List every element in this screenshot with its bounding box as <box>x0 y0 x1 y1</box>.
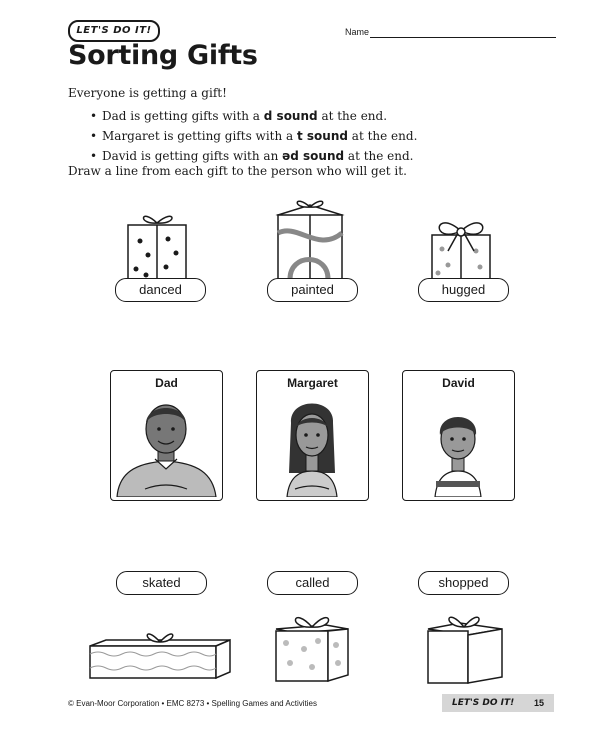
intro-text: Everyone is getting a gift! <box>68 86 227 100</box>
copyright-text: © Evan-Moor Corporation • EMC 8273 • Spelling Games and Activities <box>68 699 317 708</box>
name-label: Name <box>345 27 370 37</box>
gift-long-box-icon <box>86 616 234 682</box>
rule-dad: • Dad is getting gifts with a d sound at the end. <box>90 106 417 126</box>
sound-rules-list <box>90 106 417 166</box>
word-label-painted: painted <box>267 278 358 302</box>
footer-badge-bar <box>442 694 554 712</box>
person-name-dad: Dad <box>155 376 178 390</box>
name-line <box>370 37 556 38</box>
page-title: Sorting Gifts <box>68 40 258 71</box>
margaret-portrait-icon <box>261 393 364 497</box>
word-label-hugged: hugged <box>418 278 509 302</box>
gift-plain-box-icon <box>426 601 504 685</box>
gift-polka-dot-icon <box>120 203 196 281</box>
word-label-danced: danced <box>115 278 206 302</box>
rule-margaret: • Margaret is getting gifts with a t sound at the end. <box>90 126 417 146</box>
person-card-margaret <box>256 370 369 501</box>
gift-striped-icon <box>268 193 352 281</box>
dad-portrait-icon <box>115 393 218 497</box>
gift-bow-icon <box>422 205 500 281</box>
person-name-david: David <box>442 376 475 390</box>
lets-do-it-badge: LET'S DO IT! <box>68 20 160 42</box>
david-portrait-icon <box>407 393 510 497</box>
word-label-called: called <box>267 571 358 595</box>
gift-dotted-box-icon <box>274 601 350 683</box>
person-card-dad <box>110 370 223 501</box>
page-number: 15 <box>533 698 544 708</box>
footer-badge-label: LET'S DO IT! <box>452 698 515 708</box>
word-label-shopped: shopped <box>418 571 509 595</box>
word-label-skated: skated <box>116 571 207 595</box>
person-name-margaret: Margaret <box>287 376 338 390</box>
person-card-david <box>402 370 515 501</box>
instruction-text: Draw a line from each gift to the person who will get it. <box>68 164 407 178</box>
rule-david: • David is getting gifts with an əd sound at the end. <box>90 146 417 166</box>
